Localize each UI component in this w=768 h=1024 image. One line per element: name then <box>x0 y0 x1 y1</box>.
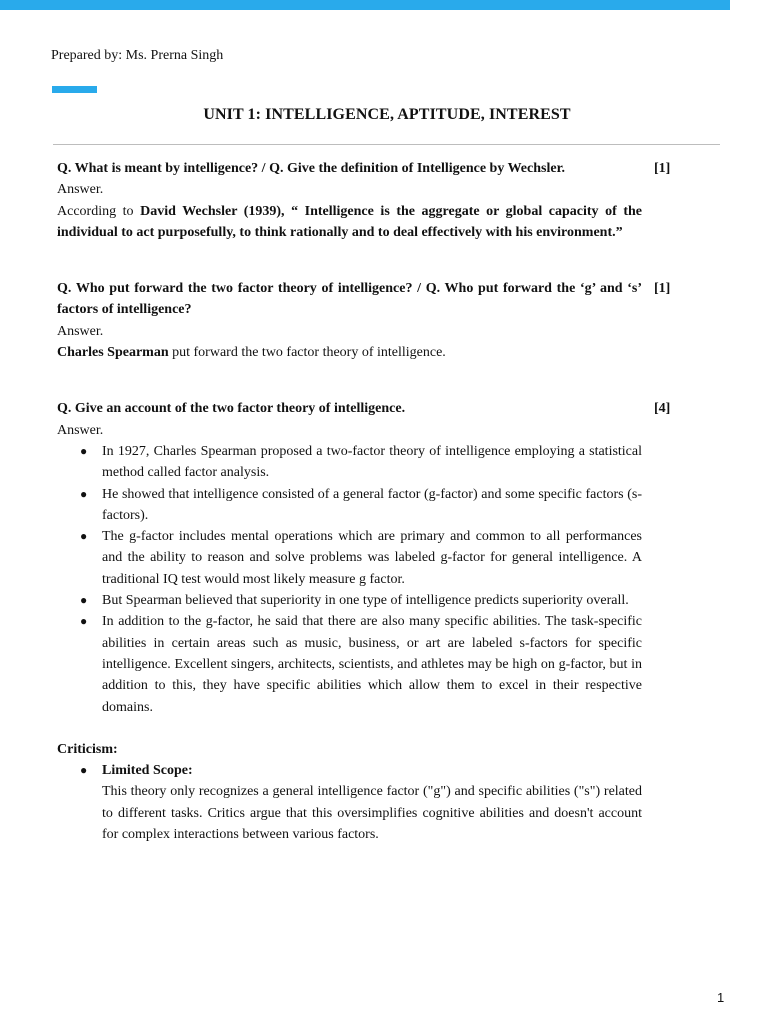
answer-1-text <box>57 201 642 244</box>
question-3 <box>57 398 677 419</box>
criticism-item-body: This theory only recognizes a general intelligence factor ("g") and specific abilities ("s") related to different tasks. Critics argue that this oversimplifies cognitive abilities and doesn't account for complex interactions between various factors. <box>102 784 642 843</box>
criticism-list <box>57 760 642 845</box>
criticism-item-title: Limited Scope: <box>102 763 193 779</box>
bullet-icon: ● <box>80 529 88 544</box>
bullet-icon: ● <box>80 593 88 608</box>
top-accent-bar <box>0 0 730 10</box>
list-item <box>57 760 642 845</box>
question-3-marks: [4] <box>654 401 671 417</box>
answer-2-rest: put forward the two factor theory of intelligence. <box>168 345 446 361</box>
title-divider <box>53 144 720 145</box>
answer-1-prefix: According to <box>57 203 141 219</box>
answer-1-label: Answer. <box>57 182 104 198</box>
question-2-text: Q. Who put forward the two factor theory of intelligence? / Q. Who put forward the ‘g’ and ‘s’ factors of intelligence? <box>57 281 642 318</box>
answer-2-name: Charles Spearman <box>57 345 169 361</box>
answer-1-definition: David Wechsler (1939), “ Intelligence is the aggregate or global capacity of the individual to act purposefully, to think rationally and to deal effectively with his environment.” <box>57 203 643 240</box>
question-1 <box>57 158 677 179</box>
list-item: ● He showed that intelligence consisted of a general factor (g-factor) and some specific factors (s-factors). <box>57 484 642 527</box>
title-accent-bar <box>52 86 97 93</box>
list-item: ● In addition to the g-factor, he said that there are also many specific abilities. The task-specific abilities in certain areas such as music, business, or art are labeled s-factors for specific intelligence. Excellent singers, architects, scientists, and athletes may be high on g-factor, but in addition to this, they have specific abilities which allow them to excel in their respective domains. <box>57 611 642 717</box>
question-3-text: Q. Give an account of the two factor theory of intelligence. <box>57 401 406 417</box>
criticism-heading: Criticism: <box>57 741 118 757</box>
question-1-marks: [1] <box>654 161 671 176</box>
list-item: ● The g-factor includes mental operations which are primary and common to all performances and the ability to reason and solve problems was labeled g-factor for general intelligence. A traditional IQ test would most likely measure g factor. <box>57 526 642 590</box>
answer-3-bullet-list <box>57 441 642 718</box>
answer-2-text <box>57 342 642 363</box>
question-2 <box>57 278 677 321</box>
bullet-icon: ● <box>80 614 88 629</box>
document-body <box>57 158 677 845</box>
question-2-marks: [1] <box>654 281 671 297</box>
bullet-icon: ● <box>80 486 88 501</box>
bullet-icon: ● <box>80 443 88 458</box>
unit-title: UNIT 1: INTELLIGENCE, APTITUDE, INTEREST <box>203 106 571 123</box>
answer-2-label: Answer. <box>57 323 104 339</box>
list-item: ● In 1927, Charles Spearman proposed a two-factor theory of intelligence employing a statistical method called factor analysis. <box>57 441 642 484</box>
question-1-text: Q. What is meant by intelligence? / Q. Give the definition of Intelligence by Wechsler. <box>57 161 566 176</box>
prepared-by: Prepared by: Ms. Prerna Singh <box>51 48 224 63</box>
page-number: 1 <box>717 990 725 1005</box>
list-item: ● But Spearman believed that superiority in one type of intelligence predicts superiority overall. <box>57 590 642 611</box>
answer-3-label: Answer. <box>57 422 104 438</box>
bullet-icon: ● <box>80 763 88 778</box>
